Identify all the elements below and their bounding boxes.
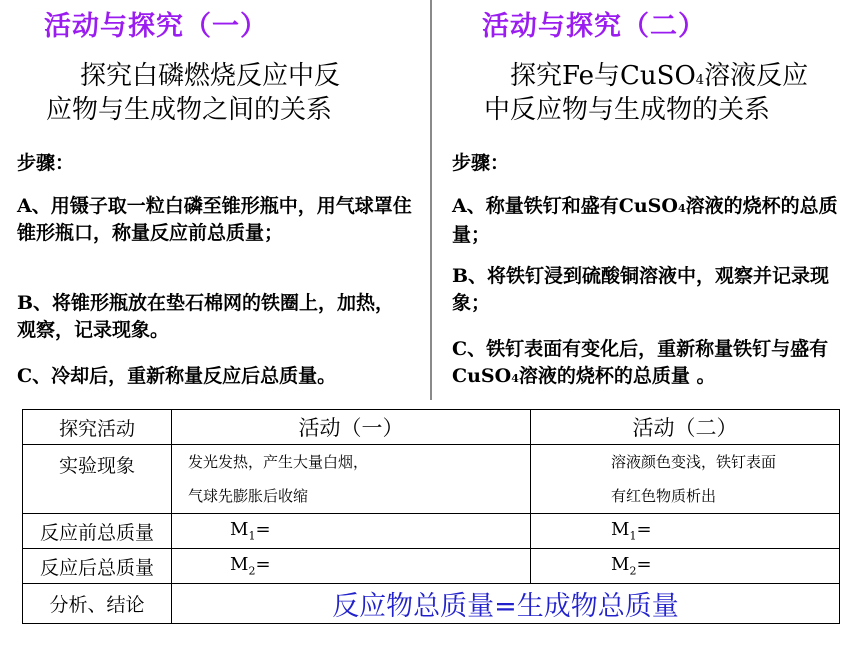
activity-2-step-c [452, 336, 852, 392]
mass-equals: = [636, 554, 652, 576]
observation-1-line2: 气球先膨胀后收缩 [188, 487, 309, 505]
activity-1-subtitle-line1: 探究白磷燃烧反应中反 [80, 61, 341, 91]
row-label-observation: 实验现象 [23, 445, 172, 514]
activity-2-step-a-pre: A、称量铁钉和盛有CuSO [452, 195, 678, 217]
header-cell-activity-2: 活动（二） [531, 410, 840, 445]
conclusion-text: 反应物总质量=生成物总质量 [172, 584, 840, 624]
activity-1-subtitle-line2: 应物与生成物之间的关系 [46, 95, 333, 125]
activity-1-step-a: A、用镊子取一粒白磷至锥形瓶中，用气球罩住锥形瓶口，称量反应前总质量； [17, 195, 412, 244]
activity-2-step-a-sub: 4 [677, 202, 686, 215]
row-label-conclusion: 分析、结论 [23, 584, 172, 624]
mass-equals: = [255, 519, 271, 541]
activity-2-step-c-pre: C、铁钉表面有变化后，重新称量铁钉与盛有CuSO [452, 338, 829, 387]
activity-1-step-b: B、将锥形瓶放在垫石棉网的铁圈上，加热，观察，记录现象。 [17, 292, 395, 341]
mass-after-activity-2 [531, 549, 840, 584]
mass-subscript: 2 [629, 564, 637, 578]
activity-2-step-b: B、将铁钉浸到硫酸铜溶液中，观察并记录现象； [452, 265, 830, 314]
mass-symbol: M [611, 554, 630, 576]
mass-subscript: 2 [248, 564, 256, 578]
activity-2-step-a-post: 溶液的烧杯的总质量； [452, 195, 838, 246]
table-row-conclusion [23, 584, 840, 624]
observation-2-line2: 有红色物质析出 [611, 487, 717, 505]
mass-symbol: M [230, 519, 249, 541]
activity-2-subtitle-sub: 4 [695, 73, 705, 88]
mass-subscript: 1 [629, 529, 637, 543]
observation-1-line1: 发光发热，产生大量白烟， [188, 453, 369, 471]
mass-after-activity-1 [172, 549, 531, 584]
activity-2-subtitle-line2: 中反应物与生成物的关系 [484, 95, 771, 125]
activity-2-step-a [452, 193, 852, 249]
results-table [22, 409, 840, 624]
mass-symbol: M [230, 554, 249, 576]
activity-2-subtitle-pre: 探究Fe与CuSO [510, 61, 696, 91]
observation-2-line1: 溶液颜色变浅，铁钉表面 [611, 453, 777, 471]
activity-2-subtitle-post: 溶液反应 [704, 61, 809, 91]
table-header-row [23, 410, 840, 445]
activity-2-steps-title: 步骤： [452, 152, 510, 174]
activity-2-step-c-sub: 4 [511, 372, 519, 385]
mass-equals: = [255, 554, 271, 576]
activity-1-step-c: C、冷却后，重新称量反应后总质量。 [17, 365, 337, 387]
mass-before-activity-2 [531, 514, 840, 549]
mass-subscript: 1 [248, 529, 256, 543]
activity-1-heading: 活动与探究（一） [44, 11, 268, 42]
activity-1-steps-title: 步骤： [17, 152, 75, 174]
activity-2-heading: 活动与探究（二） [482, 11, 706, 42]
table-row-observation [23, 445, 840, 514]
header-cell-activity-1: 活动（一） [172, 410, 531, 445]
observation-activity-1 [172, 445, 531, 514]
mass-equals: = [636, 519, 652, 541]
observation-activity-2 [531, 445, 840, 514]
table-row-mass-after [23, 549, 840, 584]
row-label-mass-after: 反应后总质量 [23, 549, 172, 584]
activity-2-step-c-post: 溶液的烧杯的总质量 。 [518, 365, 716, 387]
header-cell-activity: 探究活动 [23, 410, 172, 445]
mass-symbol: M [611, 519, 630, 541]
mass-before-activity-1 [172, 514, 531, 549]
table-row-mass-before [23, 514, 840, 549]
row-label-mass-before: 反应前总质量 [23, 514, 172, 549]
column-divider [430, 0, 432, 400]
